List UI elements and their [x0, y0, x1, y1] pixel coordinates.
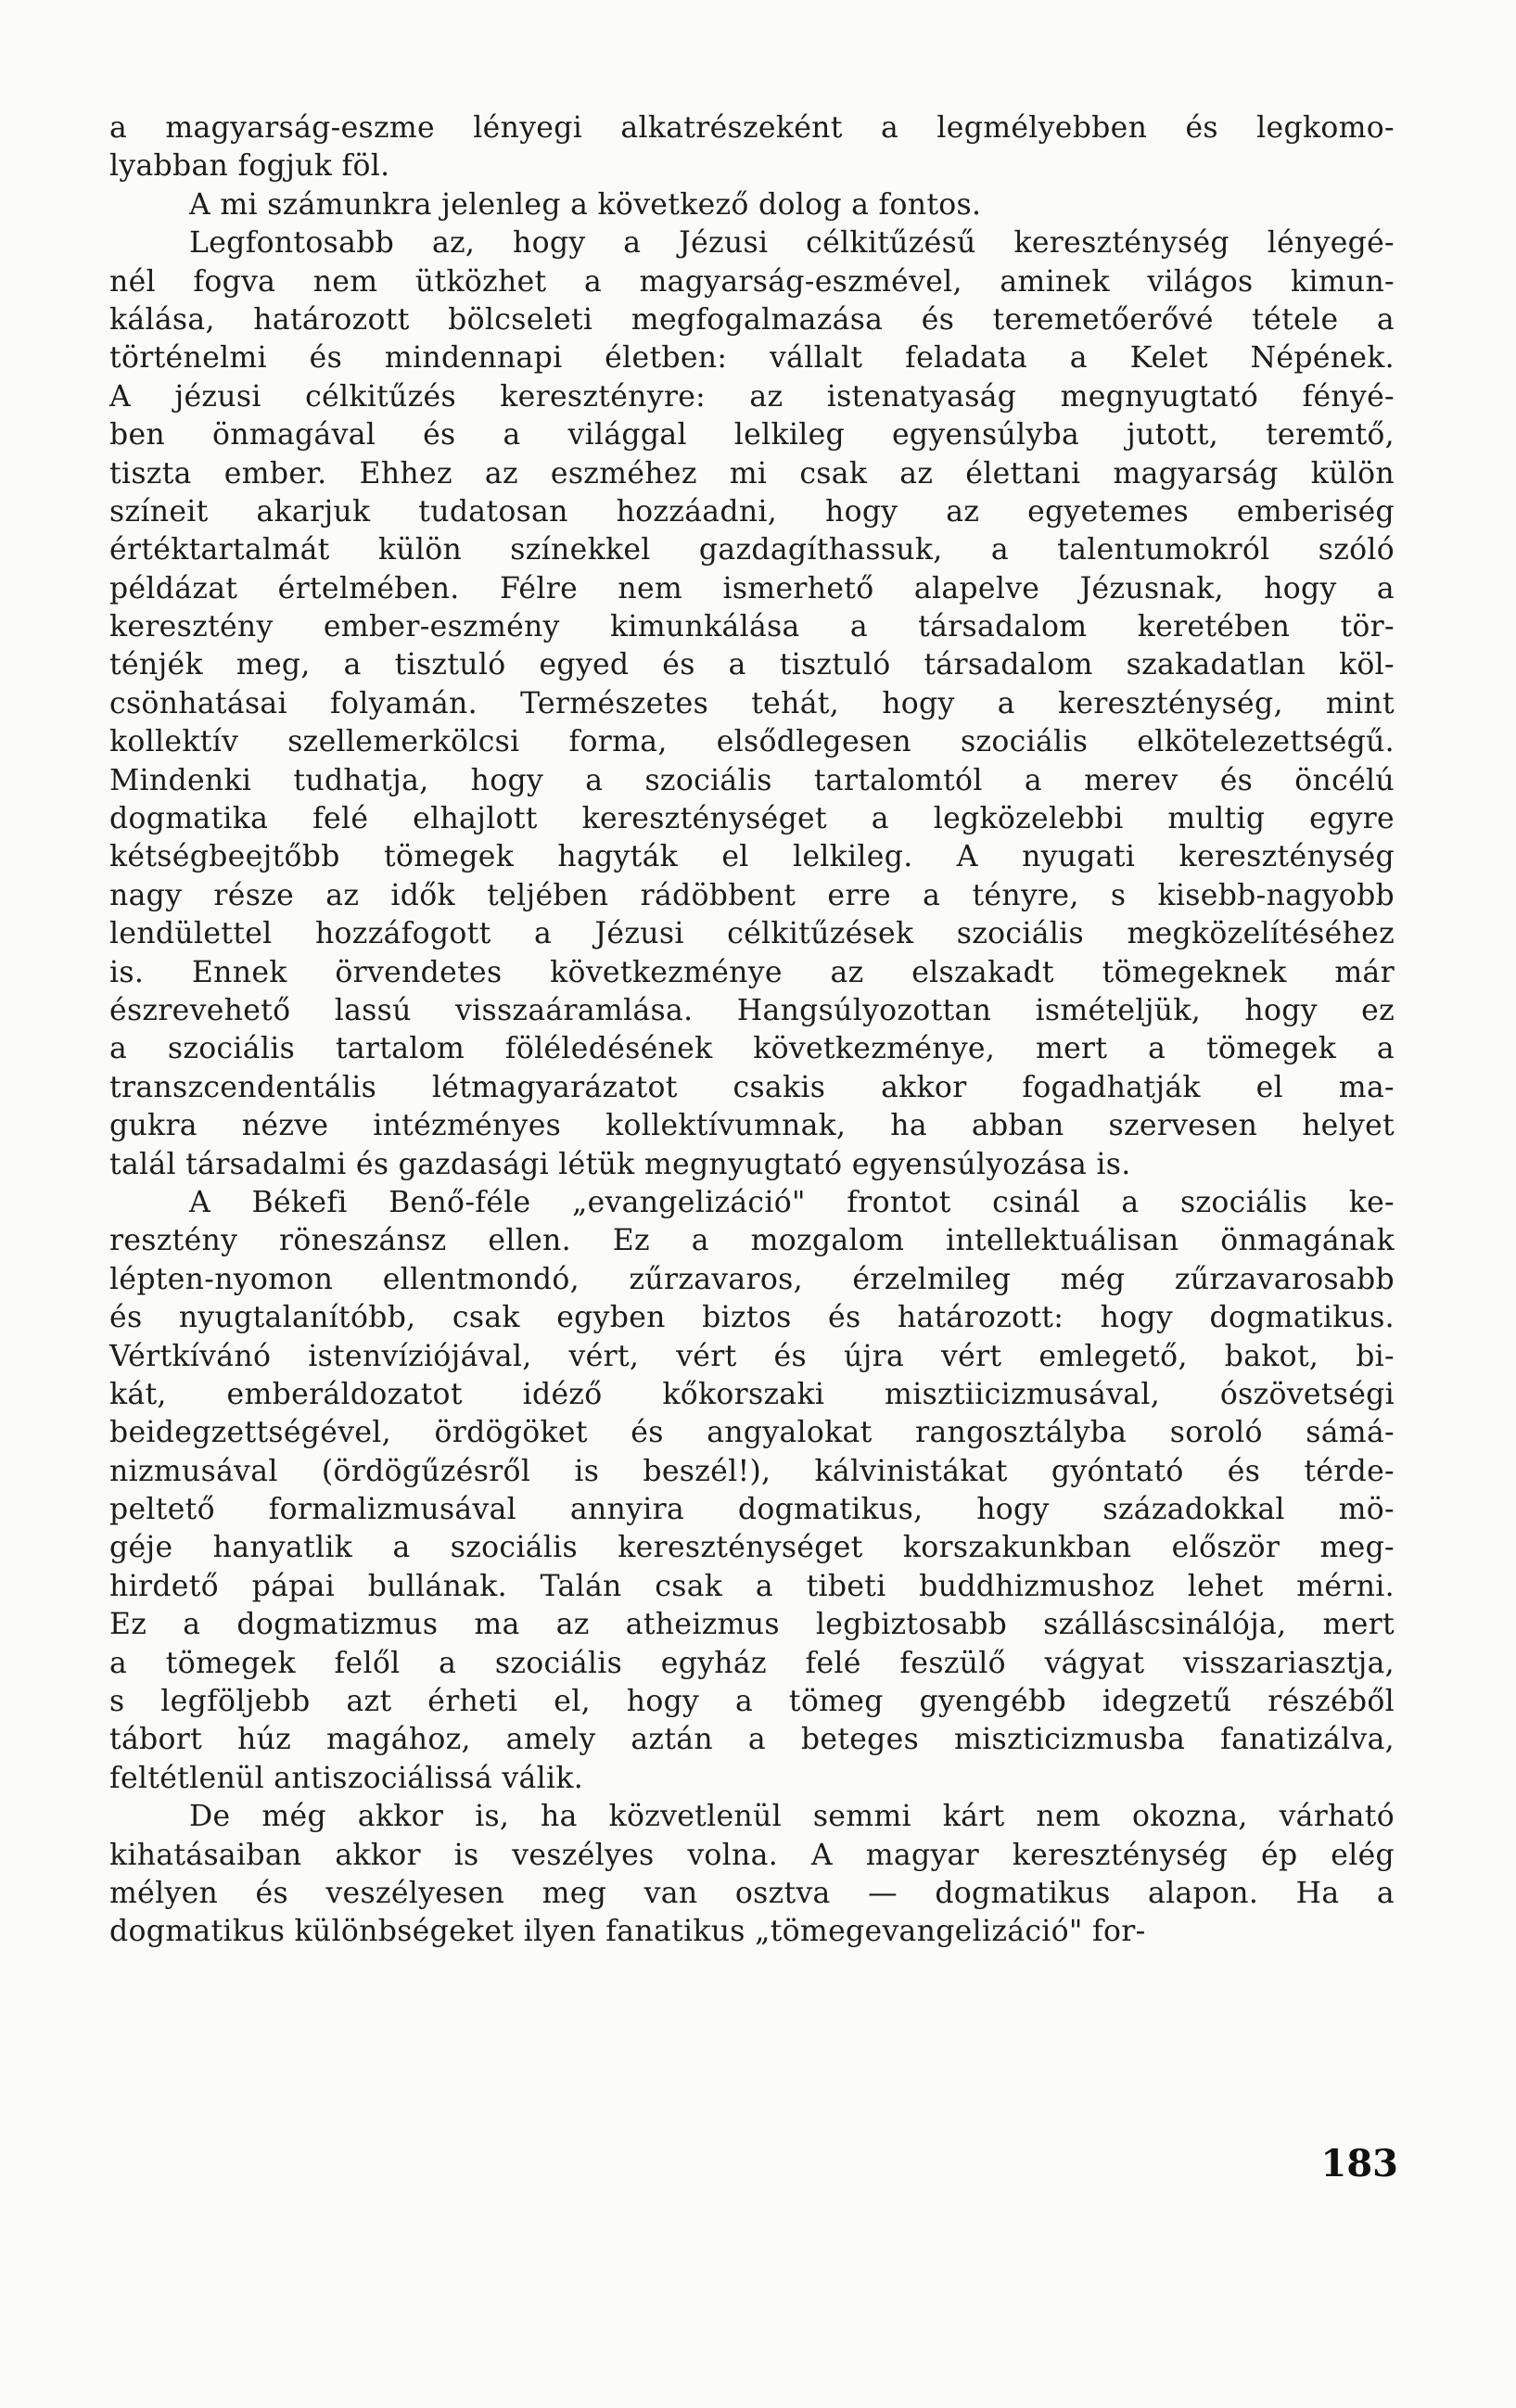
text-line: kálása, határozott bölcseleti megfogalmazása és teremetőerővé tétele a — [109, 302, 1395, 337]
text-line: A Békefi Benő-féle „evangelizáció" frontot csinál a szociális ke- — [189, 1185, 1395, 1219]
text-line: kollektív szellemerkölcsi forma, elsődlegesen szociális elkötelezettségű. — [109, 725, 1395, 759]
page-number: 183 — [1320, 2142, 1398, 2185]
text-line: A jézusi célkitűzés keresztényre: az istenatyaság megnyugtató fényé- — [109, 379, 1395, 414]
text-line: De még akkor is, ha közvetlenül semmi kárt nem okozna, várható — [189, 1800, 1395, 1834]
paragraph — [109, 1184, 1395, 1798]
text-line: lendülettel hozzáfogott a Jézusi célkitűzések szociális megközelítéséhez — [109, 917, 1395, 951]
text-line: a magyarság-eszme lényegi alkatrészeként a legmélyebben és legkomo- — [109, 111, 1395, 145]
text-line: kát, emberáldozatot idéző kőkorszaki misztiicizmusával, ószövetségi — [109, 1377, 1395, 1411]
text-line: Legfontosabb az, hogy a Jézusi célkitűzésű kereszténység lényegé- — [189, 226, 1395, 261]
text-line: gukra nézve intézményes kollektívumnak, ha abban szervesen helyet — [109, 1109, 1395, 1143]
text-line: színeit akarjuk tudatosan hozzáadni, hogy az egyetemes emberiség — [109, 494, 1395, 529]
text-line: csönhatásai folyamán. Természetes tehát, hogy a kereszténység, mint — [109, 686, 1395, 720]
text-line: kétségbeejtőbb tömegek hagyták el lelkileg. A nyugati kereszténység — [109, 840, 1395, 874]
text-line: beidegzettségével, ördögöket és angyalokat rangosztályba soroló sámá- — [109, 1416, 1395, 1450]
text-line: dogmatikus különbségeket ilyen fanatikus „tömegevangelizáció" for- — [109, 1915, 1146, 1949]
text-line: feltétlenül antiszociálissá válik. — [109, 1761, 584, 1795]
text-line: géje hanyatlik a szociális kereszténységet korszakunkban először meg- — [109, 1531, 1395, 1565]
paragraph — [109, 186, 1395, 224]
text-line: tábort húz magához, amely aztán a beteges miszticizmusba fanatizálva, — [109, 1723, 1395, 1757]
text-line: és nyugtalanítóbb, csak egyben biztos és határozott: hogy dogmatikus. — [109, 1301, 1395, 1335]
body-text — [109, 109, 1395, 1952]
text-line: lépten-nyomon ellentmondó, zűrzavaros, érzelmileg még zűrzavarosabb — [109, 1262, 1395, 1296]
text-line: Vértkívánó istenvíziójával, vért, vért és újra vért emlegető, bakot, bi- — [109, 1339, 1395, 1373]
paragraph — [109, 224, 1395, 1184]
paragraph — [109, 1798, 1395, 1952]
text-line: példázat értelmében. Félre nem ismerhető alapelve Jézusnak, hogy a — [109, 571, 1395, 605]
text-line: ben önmagával és a világgal lelkileg egyensúlyba jutott, teremtő, — [109, 418, 1395, 452]
text-line: A mi számunkra jelenleg a következő dolog a fontos. — [189, 187, 982, 222]
text-line: is. Ennek örvendetes következménye az elszakadt tömegeknek már — [109, 955, 1395, 989]
text-line: hirdető pápai bullának. Talán csak a tibeti buddhizmushoz lehet mérni. — [109, 1569, 1395, 1603]
text-line: keresztény ember-eszmény kimunkálása a társadalom keretében tör- — [109, 610, 1395, 644]
text-line: s legföljebb azt érheti el, hogy a tömeg gyengébb idegzetű részéből — [109, 1685, 1395, 1719]
text-line: Ez a dogmatizmus ma az atheizmus legbiztosabb szálláscsinálója, mert — [109, 1608, 1395, 1642]
text-line: transzcendentális létmagyarázatot csakis akkor fogadhatják el ma- — [109, 1070, 1395, 1104]
text-line: tiszta ember. Ehhez az eszméhez mi csak az élettani magyarság külön — [109, 456, 1395, 491]
text-line: kihatásaiban akkor is veszélyes volna. A magyar kereszténység ép elég — [109, 1838, 1395, 1872]
text-line: nagy része az idők teljében rádöbbent erre a tényre, s kisebb-nagyobb — [109, 878, 1395, 912]
text-line: resztény röneszánsz ellen. Ez a mozgalom intellektuálisan önmagának — [109, 1224, 1395, 1258]
text-line: peltető formalizmusával annyira dogmatikus, hogy századokkal mö- — [109, 1493, 1395, 1527]
text-line: a tömegek felől a szociális egyház felé feszülő vágyat visszariasztja, — [109, 1646, 1395, 1680]
text-line: a szociális tartalom föléledésének következménye, mert a tömegek a — [109, 1032, 1395, 1066]
text-line: észrevehető lassú visszaáramlása. Hangsúlyozottan ismételjük, hogy ez — [109, 993, 1395, 1027]
text-line: talál társadalmi és gazdasági létük megnyugtató egyensúlyozása is. — [109, 1147, 1131, 1181]
text-line: ténjék meg, a tisztuló egyed és a tisztuló társadalom szakadatlan köl- — [109, 648, 1395, 682]
text-line: lyabban fogjuk föl. — [109, 149, 390, 184]
text-line: nél fogva nem ütközhet a magyarság-eszmével, aminek világos kimun- — [109, 264, 1395, 299]
text-line: nizmusával (ördögűzésről is beszél!), kálvinistákat gyóntató és térde- — [109, 1454, 1395, 1488]
text-line: Mindenki tudhatja, hogy a szociális tartalomtól a merev és öncélú — [109, 763, 1395, 797]
text-line: értéktartalmát külön színekkel gazdagíthassuk, a talentumokról szóló — [109, 533, 1395, 567]
text-line: mélyen és veszélyesen meg van osztva — dogmatikus alapon. Ha a — [109, 1876, 1395, 1910]
text-line: dogmatika felé elhajlott kereszténységet a legközelebbi multig egyre — [109, 802, 1395, 836]
paragraph — [109, 109, 1395, 186]
text-line: történelmi és mindennapi életben: vállalt feladata a Kelet Népének. — [109, 341, 1395, 376]
